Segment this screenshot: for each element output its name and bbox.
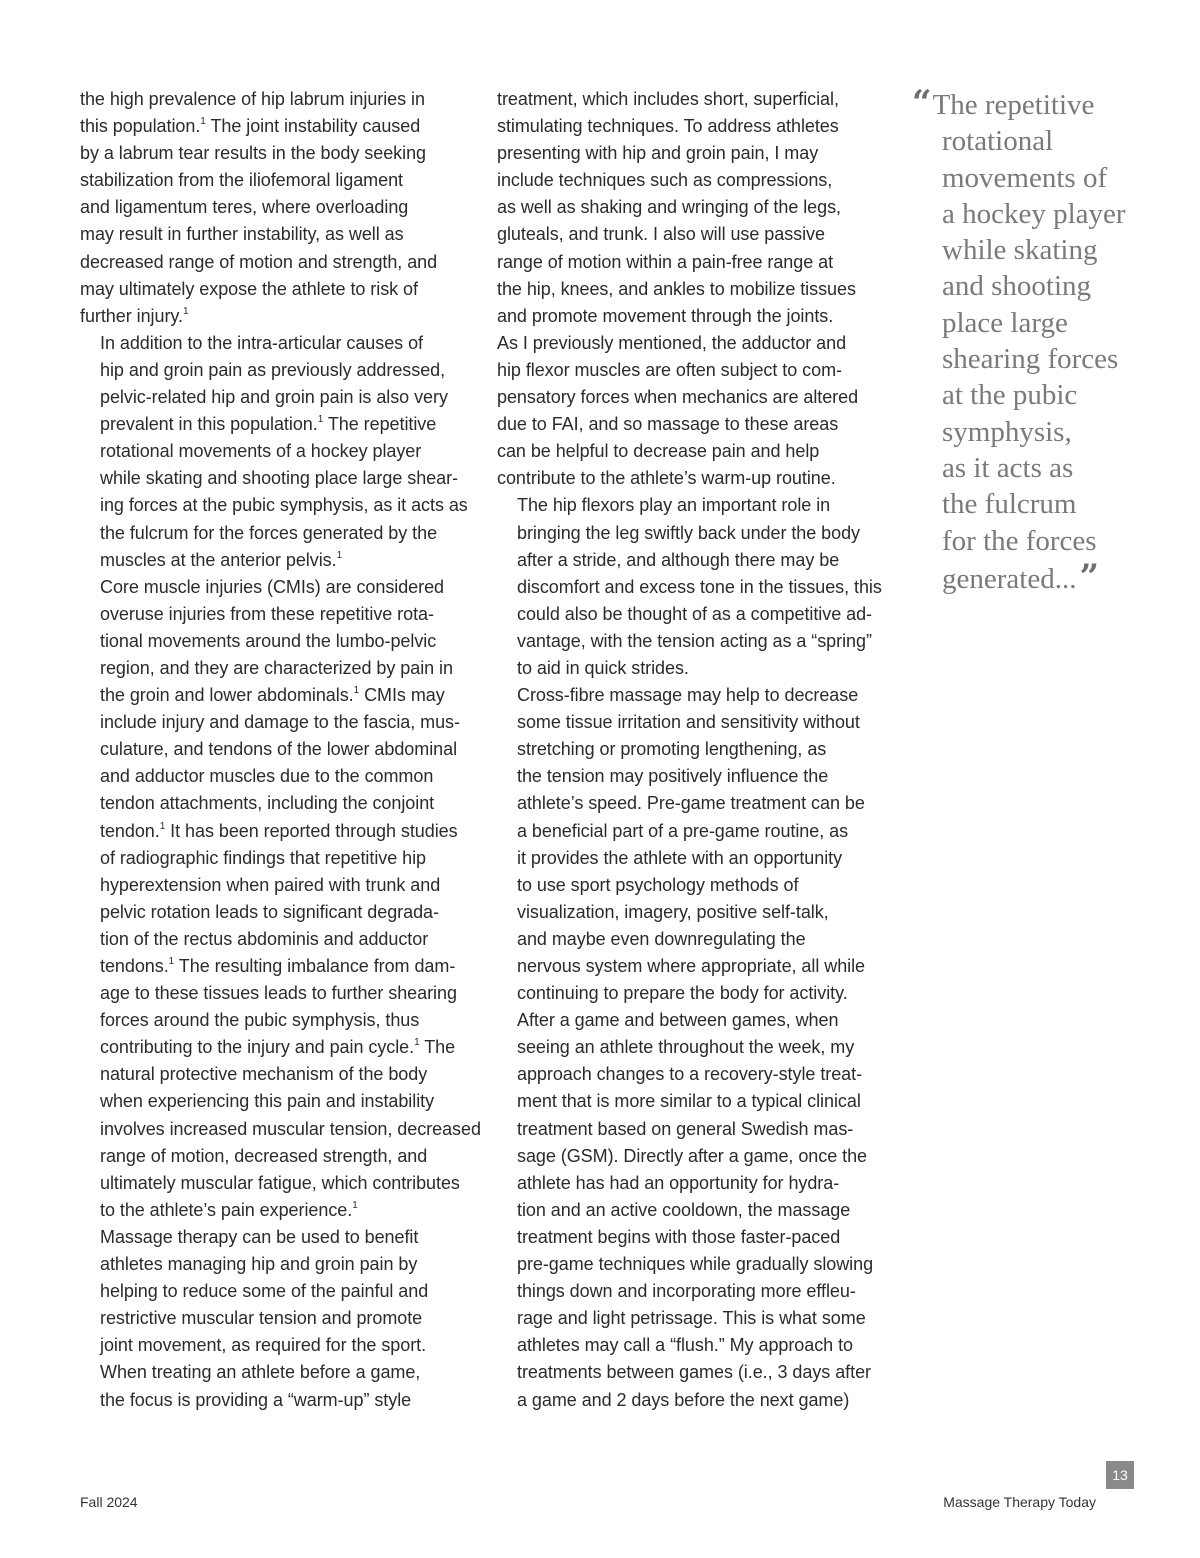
text-line: hip and groin pain as previously addressed, — [100, 359, 446, 380]
pull-quote-text: at the pubic — [942, 379, 1078, 412]
text-line: presenting with hip and groin pain, I may — [497, 143, 819, 164]
pull-quote-text: shearing forces — [942, 343, 1119, 376]
text-line: tendons.$^1$ The resulting imbalance from dam- — [100, 956, 456, 976]
pull-quote-line — [912, 85, 1172, 123]
paragraph — [80, 330, 472, 574]
pull-quote-line — [912, 160, 1172, 196]
reference-superscript: 1 — [414, 1037, 420, 1049]
text-line: stretching or promoting lengthening, as — [517, 739, 827, 760]
pull-quote-text: a hockey player — [942, 197, 1126, 230]
text-line: pre-game techniques while gradually slowing — [517, 1254, 874, 1275]
text-line: to the athlete’s pain experience.$^1$ — [100, 1199, 358, 1220]
reference-superscript: 1 — [159, 820, 166, 832]
text-line: continuing to prepare the body for activity. — [517, 983, 848, 1004]
text-line: to aid in quick strides. — [517, 657, 689, 678]
text-line: Cross-fibre massage may help to decrease — [517, 685, 859, 706]
text-line: a beneficial part of a pre-game routine, as — [517, 820, 849, 841]
text-line: of radiographic findings that repetitive hip — [100, 847, 427, 868]
text-line: rage and light petrissage. This is what some — [517, 1308, 866, 1329]
pull-quote-text: for the forces — [942, 524, 1097, 557]
pull-quote-text: symphysis, — [942, 415, 1072, 448]
text-line: athletes may call a “flush.” My approach to — [517, 1335, 854, 1356]
text-line: include injury and damage to the fascia, mus- — [100, 712, 460, 733]
text-line: and promote movement through the joints. — [497, 305, 834, 326]
pull-quote-line — [912, 377, 1172, 413]
reference-superscript: 1 — [200, 116, 206, 128]
text-line: After a game and between games, when — [517, 1010, 839, 1031]
text-line: forces around the pubic symphysis, thus — [100, 1010, 420, 1031]
text-line: muscles at the anterior pelvis.$^1$ — [100, 549, 343, 570]
text-line: decreased range of motion and strength, and — [80, 251, 438, 272]
text-line: range of motion, decreased strength, and — [100, 1145, 428, 1166]
text-line: culature, and tendons of the lower abdominal — [100, 739, 458, 760]
text-line: a game and 2 days before the next game) — [517, 1389, 850, 1410]
pull-quote-text: The repetitive — [932, 89, 1095, 121]
article-column-left — [80, 86, 481, 1414]
text-line: ment that is more similar to a typical clinical — [517, 1091, 861, 1112]
reference-superscript: 1 — [182, 305, 189, 317]
reference-superscript: 1 — [353, 685, 360, 697]
text-line: hip flexor muscles are often subject to com- — [497, 359, 842, 380]
text-line: by a labrum tear results in the body seeking — [80, 143, 426, 164]
pull-quote-text: and shooting — [942, 270, 1092, 303]
text-line: sage (GSM). Directly after a game, once the — [517, 1145, 867, 1166]
footer-issue-label: Fall 2024 — [80, 1494, 138, 1510]
text-line: As I previously mentioned, the adductor and — [497, 332, 847, 353]
text-line: ing forces at the pubic symphysis, as it acts as — [100, 495, 468, 516]
paragraph — [80, 1224, 472, 1414]
text-line: In addition to the intra-articular causes of — [100, 332, 423, 353]
pull-quote-text: while skating — [942, 234, 1098, 267]
reference-superscript: 1 — [317, 414, 324, 426]
page-number-badge: 13 — [1106, 1461, 1134, 1489]
text-line: prevalent in this population.$^1$ The repetitive — [100, 414, 437, 435]
text-line: treatment begins with those faster-paced — [517, 1226, 841, 1247]
text-line: include techniques such as compressions, — [497, 170, 833, 191]
text-line: it provides the athlete with an opportunity — [517, 847, 843, 868]
text-line: the fulcrum for the forces generated by the — [100, 522, 438, 543]
pull-quote-line — [912, 268, 1172, 304]
text-line: athlete’s speed. Pre-game treatment can be — [517, 793, 865, 814]
pull-quote-text: generated... — [942, 562, 1077, 595]
text-line: athletes managing hip and groin pain by — [100, 1254, 418, 1275]
text-line: gluteals, and trunk. I also will use passive — [497, 224, 825, 245]
pull-quote — [912, 85, 1172, 597]
pull-quote-text: as it acts as — [942, 451, 1074, 484]
paragraph — [497, 682, 889, 1007]
reference-superscript: 1 — [168, 956, 175, 967]
text-line: pensatory forces when mechanics are altered — [497, 387, 859, 408]
pull-quote-line — [912, 305, 1172, 341]
text-line: the focus is providing a “warm-up” style — [100, 1389, 412, 1410]
text-line: may result in further instability, as well as — [80, 224, 404, 245]
open-quote-icon: “ — [912, 83, 929, 123]
pull-quote-text: the fulcrum — [942, 488, 1077, 521]
text-line: stimulating techniques. To address athletes — [497, 116, 839, 137]
pull-quote-line — [912, 450, 1172, 486]
text-line: stabilization from the iliofemoral ligament — [80, 170, 403, 191]
text-line: Massage therapy can be used to benefit — [100, 1226, 419, 1247]
text-line: approach changes to a recovery-style treat- — [517, 1064, 863, 1085]
text-line: the high prevalence of hip labrum injuries in — [80, 89, 425, 109]
text-line: the hip, knees, and ankles to mobilize tissues — [497, 278, 856, 299]
text-line: tendon attachments, including the conjoint — [100, 793, 435, 814]
pull-quote-line — [912, 486, 1172, 522]
pull-quote-text: rotational — [942, 125, 1054, 158]
text-line: and ligamentum teres, where overloading — [80, 197, 409, 218]
text-line: may ultimately expose the athlete to risk of — [80, 278, 418, 299]
text-line: Core muscle injuries (CMIs) are considered — [100, 576, 445, 597]
paragraph — [497, 492, 889, 682]
text-line: tional movements around the lumbo-pelvic — [100, 630, 437, 651]
pull-quote-text: place large — [942, 306, 1068, 339]
text-line: natural protective mechanism of the body — [100, 1064, 428, 1085]
text-line: after a stride, and although there may be — [517, 549, 840, 570]
text-line: bringing the leg swiftly back under the body — [517, 522, 861, 543]
text-line: and maybe even downregulating the — [517, 928, 806, 949]
text-line: tion and an active cooldown, the massage — [517, 1199, 851, 1220]
text-line: further injury.$^1$ — [80, 305, 189, 326]
paragraph — [497, 1007, 889, 1413]
article-column-middle — [497, 86, 889, 1414]
text-line: and adductor muscles due to the common — [100, 766, 434, 787]
text-line: as well as shaking and wringing of the legs, — [497, 197, 842, 218]
text-line: visualization, imagery, positive self-talk, — [517, 901, 829, 922]
text-line: some tissue irritation and sensitivity without — [517, 712, 860, 733]
text-line: ultimately muscular fatigue, which contributes — [100, 1172, 460, 1193]
text-line: contributing to the injury and pain cycle.$^1$ The — [100, 1037, 456, 1058]
pull-quote-line — [912, 341, 1172, 377]
text-line: can be helpful to decrease pain and help — [497, 441, 820, 462]
pull-quote-line — [912, 523, 1172, 559]
text-line: tendon.$^1$ It has been reported through studies — [100, 820, 458, 841]
text-line: to use sport psychology methods of — [517, 874, 799, 895]
text-line: could also be thought of as a competitive ad- — [517, 603, 872, 624]
text-line: seeing an athlete throughout the week, my — [517, 1037, 855, 1058]
text-line: treatments between games (i.e., 3 days after — [517, 1362, 871, 1383]
text-line: age to these tissues leads to further shearing — [100, 983, 457, 1004]
text-line: the tension may positively influence the — [517, 766, 829, 787]
text-line: this population.$^1$ The joint instability caused — [80, 116, 421, 137]
paragraph — [80, 86, 472, 330]
text-line: discomfort and excess tone in the tissues, this — [517, 576, 882, 597]
text-line: things down and incorporating more effleu- — [517, 1281, 856, 1302]
text-line: rotational movements of a hockey player — [100, 441, 422, 462]
pull-quote-line — [912, 232, 1172, 268]
pull-quote-line — [912, 556, 1172, 597]
paragraph — [80, 574, 481, 1224]
text-line: When treating an athlete before a game, — [100, 1362, 421, 1383]
text-line: treatment based on general Swedish mas- — [517, 1118, 854, 1139]
text-line: due to FAI, and so massage to these areas — [497, 414, 839, 435]
reference-superscript: 1 — [352, 1199, 358, 1211]
pull-quote-line — [912, 196, 1172, 232]
text-line: while skating and shooting place large shear- — [100, 468, 458, 489]
text-line: vantage, with the tension acting as a “spring” — [517, 630, 872, 651]
reference-superscript: 1 — [336, 549, 343, 561]
close-quote-icon: ” — [1079, 556, 1097, 597]
text-line: when experiencing this pain and instability — [100, 1091, 435, 1112]
text-line: The hip flexors play an important role in — [517, 495, 831, 516]
paragraph — [497, 86, 889, 492]
text-line: nervous system where appropriate, all while — [517, 956, 866, 976]
pull-quote-line — [912, 414, 1172, 450]
pull-quote-line — [912, 123, 1172, 159]
text-line: helping to reduce some of the painful and — [100, 1281, 429, 1302]
text-line: the groin and lower abdominals.$^1$ CMIs may — [100, 685, 445, 706]
text-line: treatment, which includes short, superficial, — [497, 89, 839, 109]
pull-quote-text: movements of — [942, 161, 1108, 194]
text-line: hyperextension when paired with trunk and — [100, 874, 441, 895]
text-line: joint movement, as required for the sport. — [100, 1335, 427, 1356]
text-line: pelvic-related hip and groin pain is also very — [100, 387, 448, 408]
text-line: contribute to the athlete’s warm-up routine. — [497, 468, 836, 489]
text-line: pelvic rotation leads to significant degrada- — [100, 901, 439, 922]
text-line: tion of the rectus abdominis and adductor — [100, 928, 429, 949]
text-line: overuse injuries from these repetitive rota- — [100, 603, 434, 624]
text-line: involves increased muscular tension, decreased — [100, 1118, 481, 1139]
footer-magazine-title: Massage Therapy Today — [943, 1494, 1096, 1510]
text-line: restrictive muscular tension and promote — [100, 1308, 423, 1329]
text-line: athlete has had an opportunity for hydra- — [517, 1172, 840, 1193]
text-line: region, and they are characterized by pain in — [100, 657, 453, 678]
text-line: range of motion within a pain-free range at — [497, 251, 834, 272]
